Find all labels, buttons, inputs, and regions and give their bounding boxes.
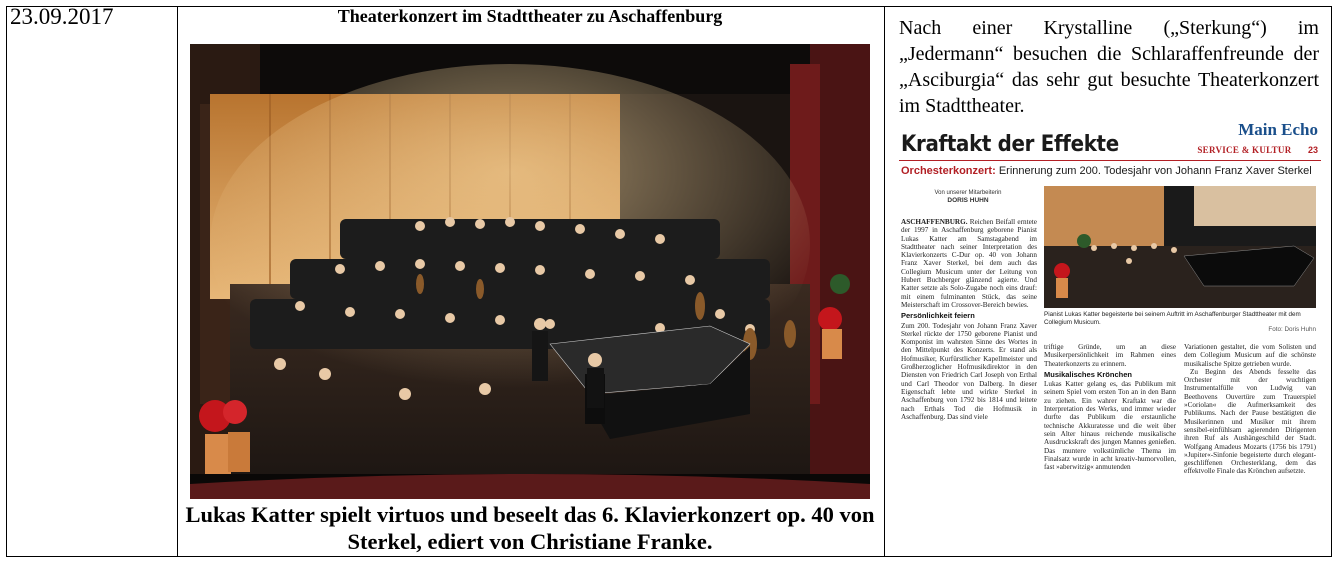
- article-photo: [1044, 186, 1316, 308]
- article-headline: Kraftakt der Effekte: [901, 132, 1119, 157]
- article-subhead: [901, 165, 1312, 177]
- event-date: 23.09.2017: [10, 4, 114, 29]
- subhead-label: Orchesterkonzert:: [901, 165, 996, 177]
- col2-paragraph-1: triftige Gründe, um an diese Musikerpersönlichkeit im Rahmen eines Theaterkonzerts zu erinnern.: [1044, 343, 1176, 368]
- newspaper-section: SERVICE & KULTUR: [1197, 145, 1292, 155]
- col1-paragraph-1: Reichen Beifall erntete der 1997 in Aschaffenburg geborene Pianist Lukas Katter am Samstagabend im Stadttheater nach seiner Interpretation des Klavierkonzerts C-Dur op. 40 von Johann Franz Xaver Sterkel, bei dem auch das Collegium Musicum unter der Leitung von Hubert Buchberger glänzend agierte. Und Katter setzte als Solo-Zugabe noch eins drauf: mit einem fulminanten Stück, das seine Meisterschaft im Crossover-Bereich bewies.: [901, 218, 1037, 309]
- col3-paragraph-2: Zu Beginn des Abends fesselte das Orchester mit der wuchtigen Instrumentalfülle von Ludwig van Beethovens Ouvertüre zum Trauerspiel »Coriolan« die Aufmerksamkeit des Publikums. Nach der Pause bestätigten die Musikerinnen und Musiker mit ihrem sensibel-einfühlsam agierenden Dirigenten ihren Ruf als Aushängeschild der Stadt. Wolfgang Amadeus Mozarts (1756 bis 1791) »Jupiter«-Sinfonie begeisterte durch elegant-geschliffenen Orchesterklang, dem das effektvolle Finale das Krönchen aufsetzte.: [1184, 367, 1316, 476]
- column-divider-right: [884, 7, 885, 556]
- column-divider-left: [177, 7, 178, 556]
- header-rule: [899, 160, 1321, 161]
- col2-paragraph-2: Lukas Katter gelang es, das Publikum mit seinem Spiel vom ersten Ton an in den Bann zu ziehen. Ein wahrer Kraftakt war die Interpretation des Werks, und immer wieder durfte das Publikum die erstaunliche technische Akkuratesse und die weit über sein Alter hinaus reichende musikalische Ausdruckskraft des jungen Mannes genießen. Das muntere volkstümliche Thema im Finalsatz wurde in acht kreativ-humorvollen, fast »aberwitzig« anmutenden: [1044, 380, 1176, 472]
- article-column-2: [1044, 343, 1176, 471]
- article-photo-credit: Foto: Doris Huhn: [1268, 326, 1316, 333]
- article-photo-caption-text: Pianist Lukas Katter begeisterte bei seinem Auftritt im Aschaffenburger Stadttheater mit dem Collegium Musicum.: [1044, 311, 1301, 326]
- article-column-1: [901, 218, 1037, 421]
- col1-paragraph-2: Zum 200. Todesjahr von Johann Franz Xaver Sterkel rückte der 1750 geborene Pianist und Komponist im wahrsten Sinne des Wortes in den Mittelpunkt des Konzerts. Er stand als Hofmusiker, Kurfürstlicher Kapellmeister und Großherzoglicher Hofmusikdirektor in den Diensten von Friedrich Carl Joseph von Erthal und Carl Theodor von Dalberg. In dieser Eigenschaft lebte und wirkte Sterkel in Aschaffenburg von 1792 bis 1814 und leitete nach Erthals Tod die Hofmusik in Aschaffenburg. Das sind viele: [901, 321, 1037, 421]
- byline-name: DORIS HUHN: [947, 197, 989, 204]
- article-column-3: [1184, 343, 1316, 476]
- concert-photo: [190, 44, 870, 499]
- dateline: ASCHAFFENBURG.: [901, 218, 968, 226]
- event-title: Theaterkonzert im Stadttheater zu Aschaffenburg: [337, 6, 723, 26]
- col3-paragraph-1: Variationen gestaltet, die vom Solisten und dem Collegium Musicum auf die schönste musikalische Spitze getrieben wurde.: [1184, 343, 1316, 368]
- col1-heading: Persönlichkeit feiern: [901, 311, 975, 321]
- photo-caption: Lukas Katter spielt virtuos und beseelt das 6. Klavierkonzert op. 40 von Sterkel, ediert von Christiane Franke.: [185, 502, 875, 554]
- intro-text: Nach einer Krystalline („Sterkung“) im „Jedermann“ besuchen die Schlaraffenfreunde der „Asciburgia“ das sehr gut besuchte Theaterkonzert im Stadttheater.: [899, 17, 1319, 117]
- col2-heading: Musikalisches Krönchen: [1044, 369, 1132, 379]
- byline-label: Von unserer Mitarbeiterin: [934, 190, 1002, 196]
- subhead-text: Erinnerung zum 200. Todesjahr von Johann Franz Xaver Sterkel: [995, 165, 1312, 177]
- article-photo-caption: [1044, 311, 1316, 334]
- newspaper-page-number: 23: [1307, 145, 1318, 155]
- article-byline: [899, 190, 1037, 204]
- newspaper-clipping: [899, 118, 1321, 550]
- newspaper-name: Main Echo: [1238, 120, 1318, 139]
- newspaper-masthead: [1197, 120, 1318, 158]
